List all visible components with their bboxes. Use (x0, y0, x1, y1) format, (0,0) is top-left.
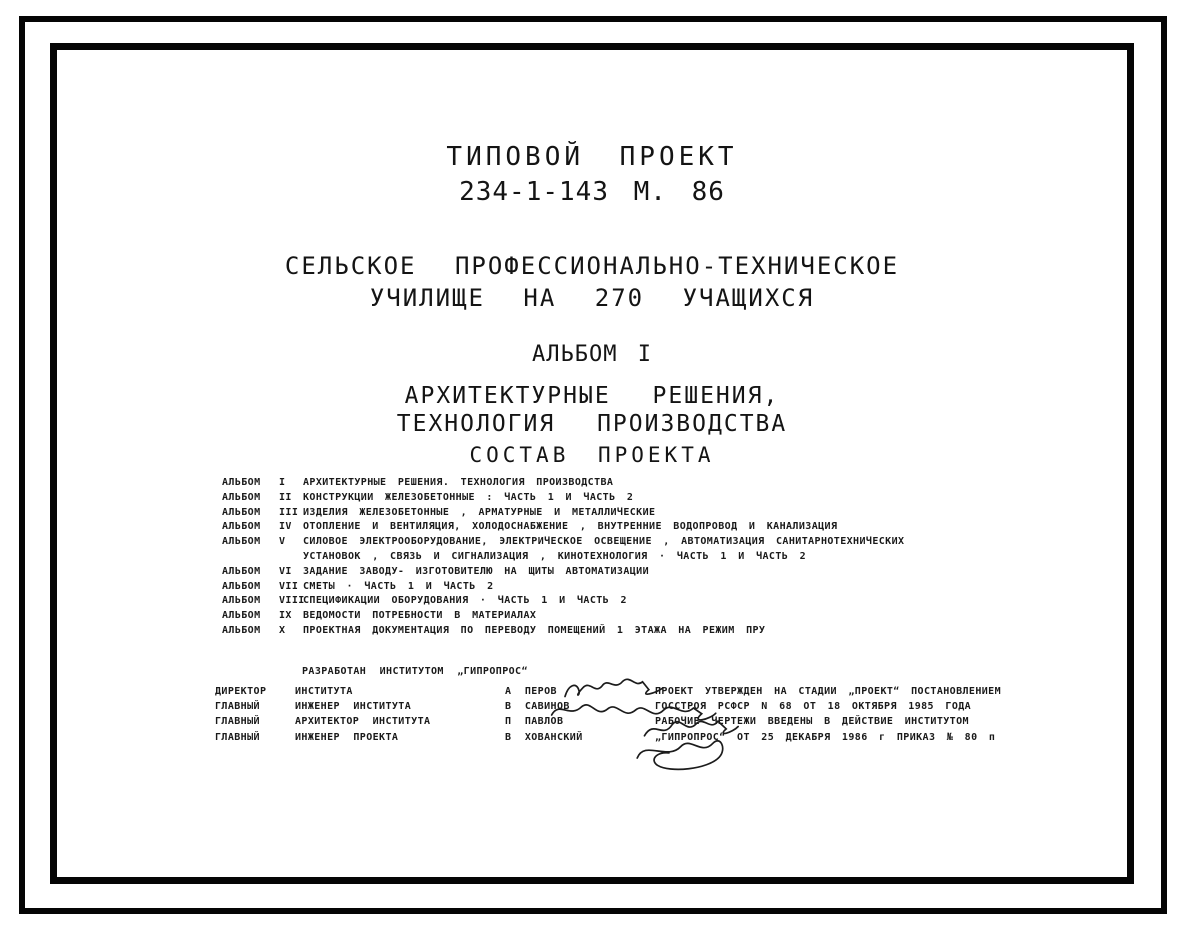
album-subject-line1: АРХИТЕКТУРНЫЕ РЕШЕНИЯ, (404, 383, 780, 409)
album-list-item (222, 476, 904, 491)
album-list-item (222, 520, 904, 535)
signatory-row (215, 699, 583, 714)
project-kind-heading: ТИПОВОЙ ПРОЕКТ (446, 142, 738, 172)
album-number: III (279, 506, 299, 518)
signatory-role-detail: ИНЖЕНЕР ПРОЕКТА (295, 731, 399, 743)
album-list-item (222, 565, 904, 580)
signatory-row (215, 714, 583, 729)
album-label: АЛЬБОМ (222, 610, 261, 622)
album-label: АЛЬБОМ (222, 536, 261, 548)
album-list-item (222, 624, 904, 639)
album-label: АЛЬБОМ (222, 477, 261, 488)
album-description: КОНСТРУКЦИИ ЖЕЛЕЗОБЕТОННЫЕ : ЧАСТЬ 1 И ЧАСТЬ 2 (303, 491, 634, 503)
album-list-item (222, 594, 904, 609)
album-label: АЛЬБОМ (222, 506, 261, 518)
album-number: VIII (279, 595, 305, 607)
signatory-name: В ХОВАНСКИЙ (505, 731, 583, 743)
album-label: АЛЬБОМ (222, 491, 261, 503)
album-description: ОТОПЛЕНИЕ И ВЕНТИЛЯЦИЯ, ХОЛОДОСНАБЖЕНИЕ , ВНУТРЕННИЕ ВОДОПРОВОД И КАНАЛИЗАЦИЯ (303, 521, 838, 533)
album-number: II (279, 491, 292, 503)
album-list-item (222, 580, 904, 595)
album-label: АЛЬБОМ (222, 521, 261, 533)
signatory-role: ДИРЕКТОР (215, 686, 267, 697)
signature-director (564, 678, 662, 697)
project-number: 234-1-143 М. 86 (459, 177, 725, 207)
signatory-row (215, 730, 583, 745)
album-label: АЛЬБОМ (222, 595, 261, 607)
album-description-continued: УСТАНОВОК , СВЯЗЬ И СИГНАЛИЗАЦИЯ , КИНОТЕХНОЛОГИЯ · ЧАСТЬ 1 И ЧАСТЬ 2 (303, 550, 807, 562)
signatory-role: ГЛАВНЫЙ (215, 731, 260, 743)
album-number: IV (279, 521, 292, 533)
album-description: ИЗДЕЛИЯ ЖЕЛЕЗОБЕТОННЫЕ , АРМАТУРНЫЕ И МЕТАЛЛИЧЕСКИЕ (303, 506, 656, 518)
project-contents-list (222, 476, 904, 639)
album-description: ЗАДАНИЕ ЗАВОДУ- ИЗГОТОВИТЕЛЮ НА ЩИТЫ АВТОМАТИЗАЦИИ (303, 565, 650, 577)
signatory-role-detail: АРХИТЕКТОР ИНСТИТУТА (295, 716, 431, 728)
album-heading: АЛЬБОМ I (532, 342, 652, 367)
album-list-item (222, 535, 904, 550)
album-description: ВЕДОМОСТИ ПОТРЕБНОСТИ В МАТЕРИАЛАХ (303, 610, 537, 622)
album-description: АРХИТЕКТУРНЫЕ РЕШЕНИЯ. ТЕХНОЛОГИЯ ПРОИЗВОДСТВА (303, 477, 614, 488)
signatory-name: П ПАВЛОВ (505, 716, 564, 728)
album-description: СИЛОВОЕ ЭЛЕКТРООБОРУДОВАНИЕ, ЭЛЕКТРИЧЕСКОЕ ОСВЕЩЕНИЕ , АВТОМАТИЗАЦИЯ САНИТАРНОТЕХНИЧЕСКИХ (303, 536, 905, 548)
signatory-row (215, 684, 583, 699)
album-subject-line2: ТЕХНОЛОГИЯ ПРОИЗВОДСТВА (396, 411, 788, 437)
album-number: VII (279, 580, 299, 592)
album-list-item (222, 491, 904, 506)
album-number: X (279, 624, 286, 636)
approval-note (655, 684, 1015, 745)
signature-chief-project-engineer (637, 741, 724, 771)
contents-heading: СОСТАВ ПРОЕКТА (469, 443, 715, 467)
signatory-role-detail: ИНЖЕНЕР ИНСТИТУТА (295, 701, 412, 713)
album-number: I (279, 477, 286, 488)
signatory-role-detail: ИНСТИТУТА (295, 686, 353, 697)
signatory-role: ГЛАВНЫЙ (215, 716, 260, 728)
album-list-item (222, 506, 904, 521)
album-number: V (279, 536, 286, 548)
album-description: СМЕТЫ · ЧАСТЬ 1 И ЧАСТЬ 2 (303, 580, 494, 592)
facility-name-line2: УЧИЛИЩЕ НА 270 УЧАЩИХСЯ (369, 284, 815, 312)
approval-line: ПРОЕКТ УТВЕРЖДЕН НА СТАДИИ „ПРОЕКТ“ ПОСТАНОВЛЕНИЕМ (655, 686, 1002, 697)
album-number: IX (279, 610, 292, 622)
album-description: СПЕЦИФИКАЦИИ ОБОРУДОВАНИЯ · ЧАСТЬ 1 И ЧАСТЬ 2 (303, 595, 627, 607)
album-list-item (222, 609, 904, 624)
signatory-name: В САВИНОВ (505, 701, 570, 713)
album-label: АЛЬБОМ (222, 580, 261, 592)
approval-line: РАБОЧИЕ ЧЕРТЕЖИ ВВЕДЕНЫ В ДЕЙСТВИЕ ИНСТИТУТОМ (655, 716, 969, 728)
album-description: ПРОЕКТНАЯ ДОКУМЕНТАЦИЯ ПО ПЕРЕВОДУ ПОМЕЩЕНИЙ 1 ЭТАЖА НА РЕЖИМ ПРУ (303, 624, 766, 636)
album-label: АЛЬБОМ (222, 624, 261, 636)
signatory-name: А ПЕРОВ (505, 686, 557, 697)
approval-line: „ГИПРОПРОС“ ОТ 25 ДЕКАБРЯ 1986 г ПРИКАЗ № 80 п (655, 731, 996, 743)
album-label: АЛЬБОМ (222, 565, 261, 577)
developer-heading: РАЗРАБОТАН ИНСТИТУТОМ „ГИПРОПРОС“ (302, 666, 528, 677)
signatory-role: ГЛАВНЫЙ (215, 701, 260, 713)
facility-name-line1: СЕЛЬСКОЕ ПРОФЕССИОНАЛЬНО-ТЕХНИЧЕСКОЕ (284, 252, 900, 280)
approval-line: ГОССТРОЯ РСФСР N 68 ОТ 18 ОКТЯБРЯ 1985 ГОДА (655, 701, 972, 713)
signatories-block (215, 684, 583, 745)
album-number: VI (279, 565, 292, 577)
